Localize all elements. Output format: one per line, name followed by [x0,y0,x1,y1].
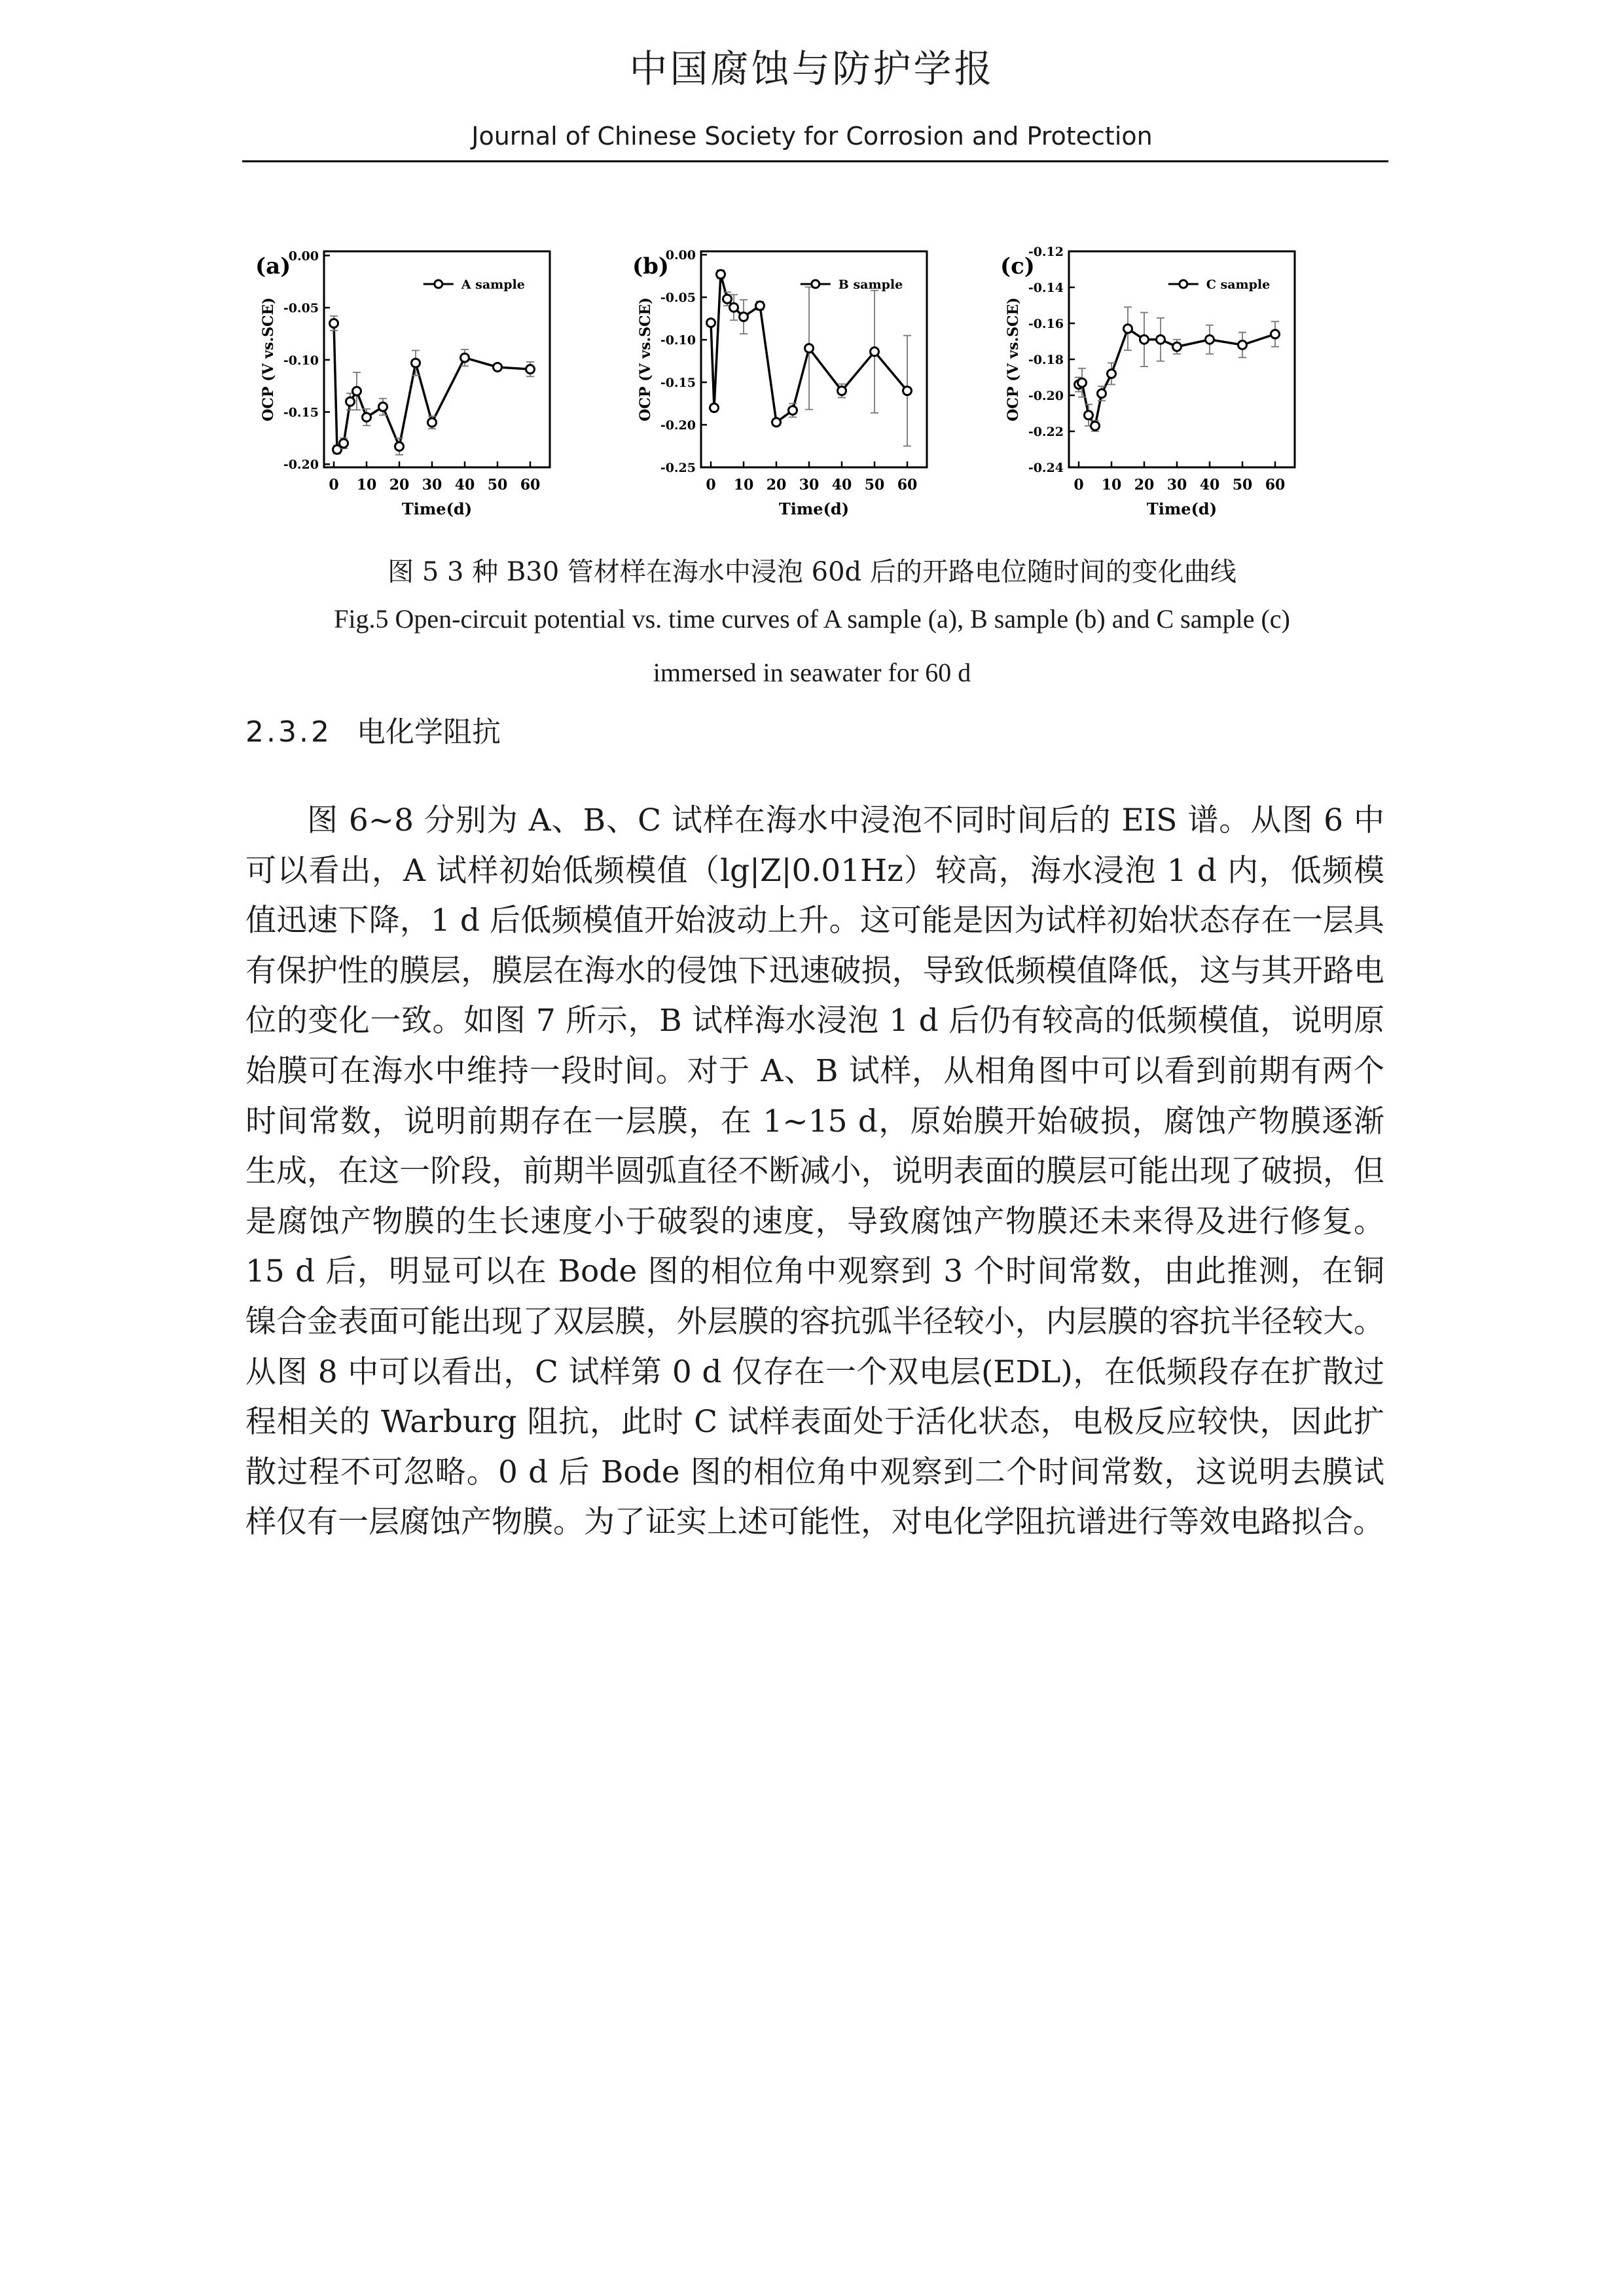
data-point [1098,389,1106,398]
legend-label: C sample [1206,278,1271,292]
legend-label: A sample [461,278,525,292]
x-tick-label: 0 [329,476,339,493]
data-point [1085,411,1093,420]
x-tick-label: 40 [1199,476,1220,493]
x-tick-label: 20 [1134,476,1155,493]
data-point [340,439,348,448]
data-point [707,319,715,327]
body-text [245,796,1384,1548]
data-point [1091,422,1100,430]
x-tick-label: 40 [454,476,475,493]
panel-label: (b) [632,253,669,279]
x-tick-label: 60 [1265,476,1286,493]
x-tick-label: 30 [422,476,442,493]
y-tick-label: -0.25 [660,461,696,475]
figure-caption-en-line1: Fig.5 Open-circuit potential vs. time curves of A sample (a), B sample (b) and C sample (c) [334,604,1290,634]
body-paragraph: 图 6~8 分别为 A、B、C 试样在海水中浸泡不同时间后的 EIS 谱。从图 6 中可以看出，A 试样初始低频模值（lg|Z|0.01Hz）较高，海水浸泡 1 d 内，低频模值迅速下降，1 d 后低频模值开始波动上升。这可能是因为试样初始状态存在一层具有保护性的膜层，膜层在海水的侵蚀下迅速破损，导致低频模值降低，这与其开路电位的变化一致。如图 7 所示，B 试样海水浸泡 1 d 后仍有较高的低频模值，说明原始膜可在海水中维持一段时间。对于 A、B 试样，从相角图中可以看到前期有两个时间常数，说明前期存在一层膜，在 1~15 d，原始膜开始破损，腐蚀产物膜逐渐生成，在这一阶段，前期半圆弧直径不断减小，说明表面的膜层可能出现了破损，但是腐蚀产物膜的生长速度小于破裂的速度，导致腐蚀产物膜还未来得及进行修复。15 d 后，明显可以在 Bode 图的相位角中观察到 3 个时间常数，由此推测，在铜镍合金表面可能出现了双层膜，外层膜的容抗弧半径较小，内层膜的容抗半径较大。从图 8 中可以看出，C 试样第 0 d 仅存在一个双电层(EDL)，在低频段存在扩散过程相关的 Warburg 阻抗，此时 C 试样表面处于活化状态，电极反应较快，因此扩散过程不可忽略。0 d 后 Bode 图的相位角中观察到二个时间常数，这说明去膜试样仅有一层腐蚀产物膜。为了证实上述可能性，对电化学阻抗谱进行等效电路拟合。 [245,802,1384,1541]
x-tick-label: 20 [766,476,787,493]
legend-marker [435,280,442,288]
x-tick-label: 30 [799,476,820,493]
data-point [379,403,388,411]
data-point [1238,341,1247,350]
y-tick-label: -0.15 [283,405,319,420]
y-tick-label: 0.00 [665,248,696,263]
x-tick-label: 0 [706,476,716,493]
section-title: 电化学阻抗 [357,715,501,749]
x-axis-label: Time(d) [1146,499,1218,518]
journal-title-cn: 中国腐蚀与防护学报 [629,46,995,91]
y-tick-label: -0.14 [1028,281,1064,295]
y-tick-label: -0.22 [1028,425,1064,439]
data-point [1157,335,1165,344]
y-tick-label: -0.10 [283,353,319,368]
data-point [494,363,502,371]
data-point [1206,335,1214,344]
y-tick-label: -0.10 [660,333,696,348]
x-tick-label: 10 [356,476,377,493]
data-point [730,303,738,312]
y-tick-label: -0.05 [283,301,319,316]
x-axis-label: Time(d) [401,499,473,518]
x-tick-label: 50 [864,476,885,493]
data-point [353,387,361,395]
data-point [526,365,535,374]
series-line [334,323,530,450]
legend-marker [1180,280,1187,288]
y-tick-label: -0.18 [1028,353,1064,367]
data-point [717,270,725,279]
data-point [330,319,338,328]
data-point [1173,342,1182,351]
data-point [1271,330,1280,338]
legend-marker [812,280,820,288]
data-point [412,359,420,367]
data-point [1124,325,1132,333]
y-tick-label: -0.20 [1028,389,1064,403]
x-tick-label: 20 [389,476,410,493]
data-point [772,418,781,427]
x-tick-label: 10 [1101,476,1122,493]
figure-caption-en-line2: immersed in seawater for 60 d [653,658,971,687]
data-point [903,387,912,395]
data-point [805,344,814,353]
y-tick-label: -0.15 [660,376,696,391]
ocp-charts-svg [242,216,1388,530]
x-tick-label: 0 [1074,476,1084,493]
legend-label: B sample [838,278,903,292]
data-point [1078,378,1087,387]
data-point [346,397,355,406]
x-tick-label: 10 [733,476,754,493]
y-tick-label: 0.00 [288,249,319,264]
x-tick-label: 50 [1232,476,1253,493]
y-tick-label: -0.16 [1028,317,1064,331]
x-axis-label: Time(d) [778,499,850,518]
y-tick-label: -0.12 [1028,245,1064,259]
data-point [789,406,797,414]
section-heading [245,708,501,750]
y-axis-label: OCP (V vs.SCE) [260,297,277,422]
data-point [871,348,879,356]
data-point [1108,370,1116,378]
y-tick-label: -0.05 [660,291,696,306]
data-point [428,418,437,427]
x-tick-label: 60 [520,476,541,493]
data-point [395,442,404,451]
y-tick-label: -0.20 [660,418,696,433]
data-point [461,353,469,362]
section-number: 2.3.2 [245,715,332,749]
data-point [723,295,732,303]
x-tick-label: 50 [487,476,508,493]
panel-label: (a) [255,253,291,279]
data-point [756,302,765,310]
figure-caption-cn: 图 5 3 种 B30 管材样在海水中浸泡 60d 后的开路电位随时间的变化曲线 [388,557,1236,587]
y-axis-label: OCP (V vs.SCE) [637,297,654,422]
x-tick-label: 40 [831,476,852,493]
data-point [1140,335,1149,344]
data-point [740,313,748,321]
data-point [710,404,719,412]
header-divider [242,160,1388,162]
data-point [363,413,371,422]
y-tick-label: -0.20 [283,457,319,473]
data-point [838,387,846,395]
ocp-figure [242,216,1388,530]
y-axis-label: OCP (V vs.SCE) [1005,297,1022,422]
panel-label: (c) [1000,253,1035,279]
journal-title-en: Journal of Chinese Society for Corrosion and Protection [471,122,1153,151]
y-tick-label: -0.24 [1028,461,1064,475]
x-tick-label: 60 [897,476,918,493]
x-tick-label: 30 [1166,476,1187,493]
